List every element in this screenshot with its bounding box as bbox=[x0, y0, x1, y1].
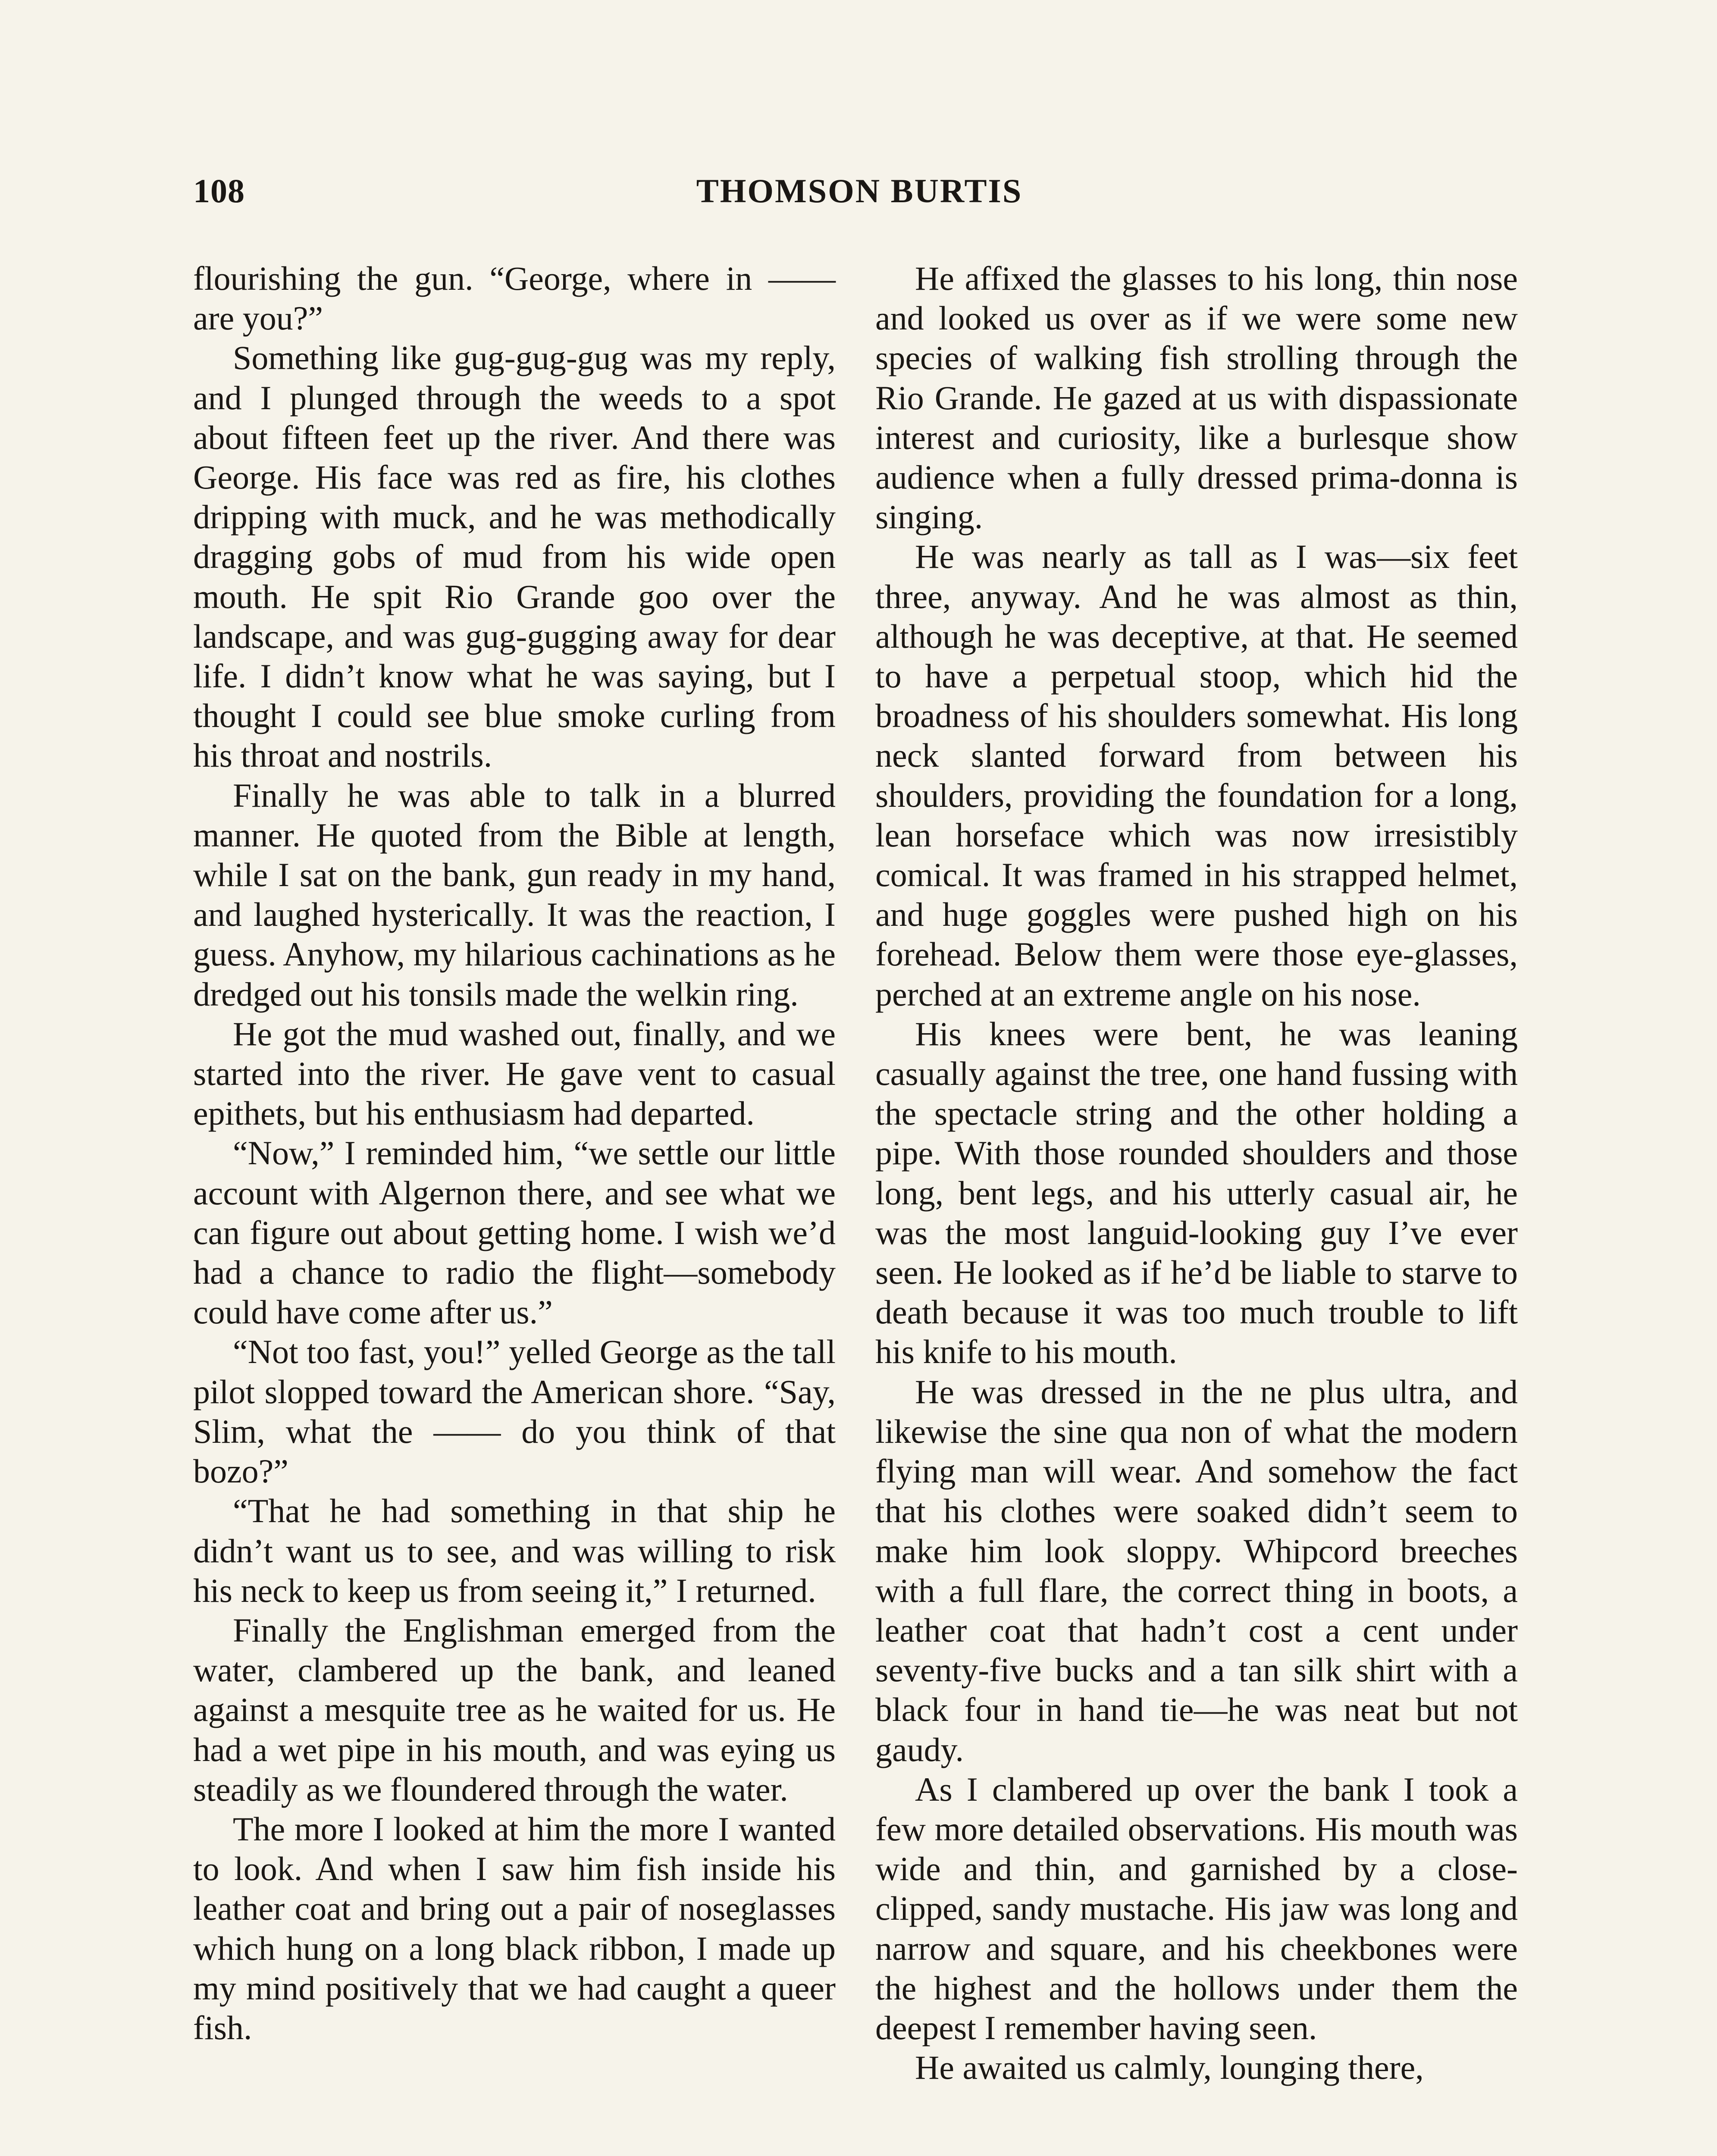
paragraph: He awaited us calmly, lounging there, bbox=[915, 2049, 1424, 2087]
paragraph: He was nearly as tall as I was—six feet three, anyway. And he was almost as thin, although he was deceptive, at that. He seemed to have a perpetual stoop, which hid the broadness of his shoulders somewhat. His long neck slanted forward from between his shoulders, providing the foundation for a long, lean horseface which was now irresistibly comical. It was framed in his strapped helmet, and huge goggles were pushed high on his forehead. Below them were those eye-glasses, perched at an extreme angle on his nose. bbox=[875, 538, 1518, 1013]
paragraph: “Now,” I reminded him, “we settle our little account with Algernon there, and see what we can figure out about getting home. I wish we’d had a chance to radio the flight—somebody could have come after us.” bbox=[193, 1134, 836, 1331]
paragraph: He got the mud washed out, finally, and we started into the river. He gave vent to casual epithets, but his enthusiasm had departed. bbox=[193, 1015, 836, 1132]
paragraph: He was dressed in the ne plus ultra, and likewise the sine qua non of what the modern flying man will wear. And somehow the fact that his clothes were soaked didn’t seem to make him look sloppy. Whipcord breeches with a full flare, the correct thing in boots, a leather coat that hadn’t cost a cent under seventy-five bucks and a tan silk shirt with a black four in hand tie—he was neat but not gaudy. bbox=[875, 1373, 1518, 1768]
paragraph: The more I looked at him the more I wanted to look. And when I saw him fish inside his leather coat and bring out a pair of noseglasses which hung on a long black ribbon, I made up my mind positively that we had caught a queer fish. bbox=[193, 1810, 836, 2046]
paragraph: Something like gug-gug-gug was my reply, and I plunged through the weeds to a spot about fifteen feet up the river. And there was George. His face was red as fire, his clothes dripping with muck, and he was methodically dragging gobs of mud from his wide open mouth. He spit Rio Grande goo over the landscape, and was gug-gugging away for dear life. I didn’t know what he was saying, but I thought I could see blue smoke curling from his throat and nostrils. bbox=[193, 339, 836, 774]
paragraph: His knees were bent, he was leaning casually against the tree, one hand fussing with the spectacle string and the other holding a pipe. With those rounded shoulders and those long, bent legs, and his utterly casual air, he was the most languid-looking guy I’ve ever seen. He looked as if he’d be liable to starve to death because it was too much trouble to lift his knife to his mouth. bbox=[875, 1015, 1518, 1371]
paragraph: Finally the Englishman emerged from the water, clambered up the bank, and leaned against a mesquite tree as he waited for us. He had a wet pipe in his mouth, and was eying us steadily as we floundered through the water. bbox=[193, 1611, 836, 1808]
left-column bbox=[193, 259, 836, 2048]
page-number: 108 bbox=[193, 172, 245, 210]
paragraph: He affixed the glasses to his long, thin nose and looked us over as if we were some new species of walking fish strolling through the Rio Grande. He gazed at us with dispassionate interest and curiosity, like a burlesque show audience when a fully dressed prima-donna is singing. bbox=[875, 260, 1518, 536]
paragraph: “That he had something in that ship he didn’t want us to see, and was willing to risk his neck to keep us from seeing it,” I returned. bbox=[193, 1492, 836, 1609]
paragraph: Finally he was able to talk in a blurred manner. He quoted from the Bible at length, while I sat on the bank, gun ready in my hand, and laughed hysterically. It was the reaction, I guess. Anyhow, my hilarious cachinations as he dredged out his tonsils made the welkin ring. bbox=[193, 776, 836, 1013]
paragraph: “Not too fast, you!” yelled George as the tall pilot slopped toward the American shore. “Say, Slim, what the —— do you think of that bozo?” bbox=[193, 1333, 836, 1490]
running-head: THOMSON BURTIS bbox=[696, 172, 1023, 210]
right-column bbox=[875, 259, 1518, 2087]
page-header bbox=[193, 172, 1526, 219]
paragraph: flourishing the gun. “George, where in —— are you?” bbox=[193, 260, 836, 337]
paragraph: As I clambered up over the bank I took a few more detailed observations. His mouth was wide and thin, and garnished by a close-clipped, sandy mustache. His jaw was long and narrow and square, and his cheekbones were the highest and the hollows under them the deepest I remember having seen. bbox=[875, 1770, 1518, 2046]
